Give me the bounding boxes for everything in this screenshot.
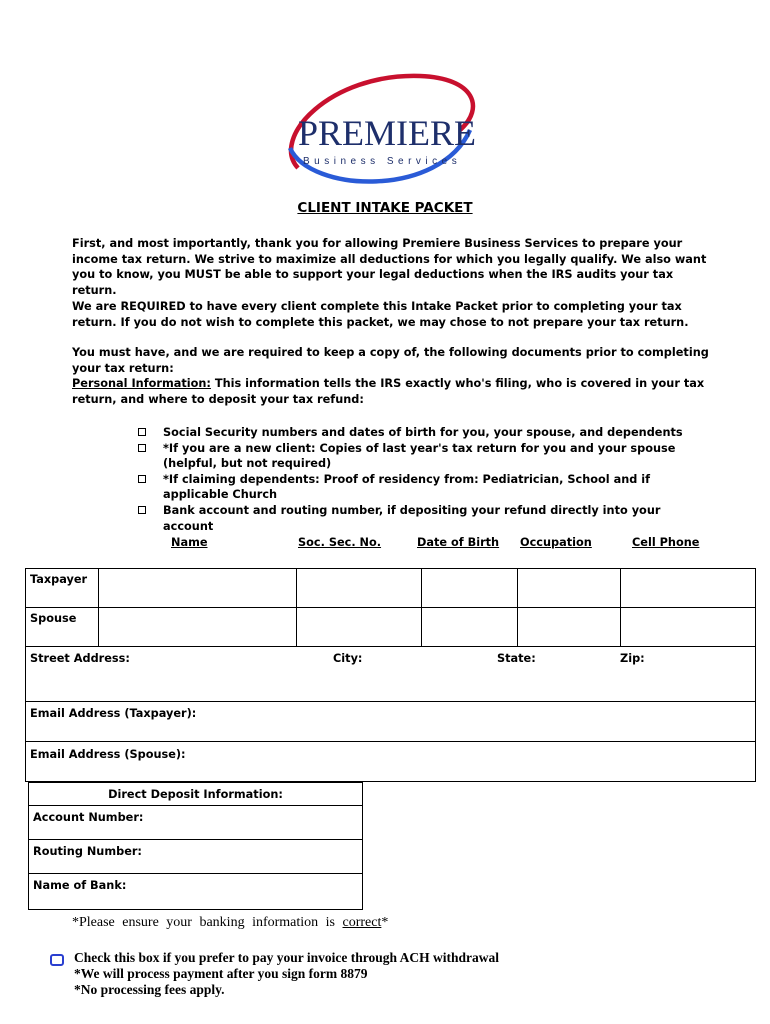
column-header-cell-phone: Cell Phone xyxy=(632,536,700,549)
spouse-ssn-field[interactable] xyxy=(297,608,422,647)
spouse-name-field[interactable] xyxy=(99,608,297,647)
personal-info-label: Personal Information: xyxy=(72,377,211,390)
column-header-dob: Date of Birth xyxy=(417,536,500,549)
ach-line-2: *We will process payment after you sign form 8879 xyxy=(74,966,368,981)
checkbox-icon[interactable] xyxy=(138,428,146,436)
column-header-occupation: Occupation xyxy=(520,536,592,549)
table-row xyxy=(26,608,756,647)
taxpayer-ssn-field[interactable] xyxy=(297,569,422,608)
spouse-occupation-field[interactable] xyxy=(518,608,621,647)
banking-notice: *Please ensure your banking information is correct* xyxy=(72,915,389,930)
document-checklist xyxy=(138,425,698,534)
table-row[interactable] xyxy=(29,806,363,840)
checkbox-icon[interactable] xyxy=(138,475,146,483)
logo-subtitle: Business Services xyxy=(303,156,462,167)
taxpayer-name-field[interactable] xyxy=(99,569,297,608)
ach-line-3: *No processing fees apply. xyxy=(74,982,225,997)
address-row[interactable] xyxy=(26,647,756,702)
row-label-taxpayer: Taxpayer xyxy=(26,569,99,608)
personal-info-table xyxy=(25,568,756,647)
checklist-item: Social Security numbers and dates of birth for you, your spouse, and dependents xyxy=(138,425,698,441)
ach-line-1: Check this box if you prefer to pay your invoice through ACH withdrawal xyxy=(74,950,500,965)
documents-lead: You must have, and we are required to keep a copy of, the following documents prior to completing your tax return: xyxy=(72,346,709,375)
checkbox-icon[interactable] xyxy=(138,444,146,452)
ach-notice xyxy=(74,950,499,998)
zip-label: Zip: xyxy=(620,652,645,665)
city-label: City: xyxy=(333,652,363,665)
state-label: State: xyxy=(497,652,536,665)
spouse-cell-phone-field[interactable] xyxy=(621,608,756,647)
table-row xyxy=(26,569,756,608)
email-taxpayer-label: Email Address (Taxpayer): xyxy=(30,707,197,720)
table-row[interactable] xyxy=(29,874,363,910)
page-title: CLIENT INTAKE PACKET xyxy=(297,200,473,216)
intro-paragraph-1: First, and most importantly, thank you for allowing Premiere Business Services to prepare your income tax return. We strive to maximize all deductions for which you legally qualify. We also want you to know, you MUST be able to support your legal deductions when the IRS audits your tax return. xyxy=(72,237,707,297)
routing-number-label: Routing Number: xyxy=(29,840,363,874)
correct-word: correct xyxy=(342,915,382,930)
account-number-label: Account Number: xyxy=(29,806,363,840)
table-row[interactable] xyxy=(29,840,363,874)
table-row xyxy=(29,783,363,806)
email-spouse-label: Email Address (Spouse): xyxy=(30,748,186,761)
spouse-dob-field[interactable] xyxy=(422,608,518,647)
checklist-item: Bank account and routing number, if depositing your refund directly into your account xyxy=(138,503,698,534)
ach-checkbox[interactable] xyxy=(50,954,64,966)
street-address-label: Street Address: xyxy=(30,652,130,665)
intro-paragraph-2: We are REQUIRED to have every client complete this Intake Packet prior to completing your tax return. If you do not wish to complete this packet, we may chose to not prepare your tax return. xyxy=(72,300,689,329)
column-header-name: Name xyxy=(171,536,208,549)
logo-wordmark: PREMIERE xyxy=(298,113,477,153)
premiere-logo xyxy=(270,68,480,190)
taxpayer-dob-field[interactable] xyxy=(422,569,518,608)
direct-deposit-header: Direct Deposit Information: xyxy=(29,783,363,806)
checklist-item: *If you are a new client: Copies of last year's tax return for you and your spouse (helpful, but not required) xyxy=(138,441,698,472)
personal-info-text: This information tells the IRS exactly who's filing, who is covered in your tax return, and where to deposit your tax refund: xyxy=(72,377,705,406)
row-label-spouse: Spouse xyxy=(26,608,99,647)
direct-deposit-table xyxy=(28,782,363,910)
checklist-item: *If claiming dependents: Proof of residency from: Pediatrician, School and if applicable Church xyxy=(138,472,698,503)
column-header-ssn: Soc. Sec. No. xyxy=(298,536,382,549)
taxpayer-occupation-field[interactable] xyxy=(518,569,621,608)
personal-info-paragraph xyxy=(72,376,712,407)
taxpayer-cell-phone-field[interactable] xyxy=(621,569,756,608)
bank-name-label: Name of Bank: xyxy=(29,874,363,910)
checkbox-icon[interactable] xyxy=(138,506,146,514)
